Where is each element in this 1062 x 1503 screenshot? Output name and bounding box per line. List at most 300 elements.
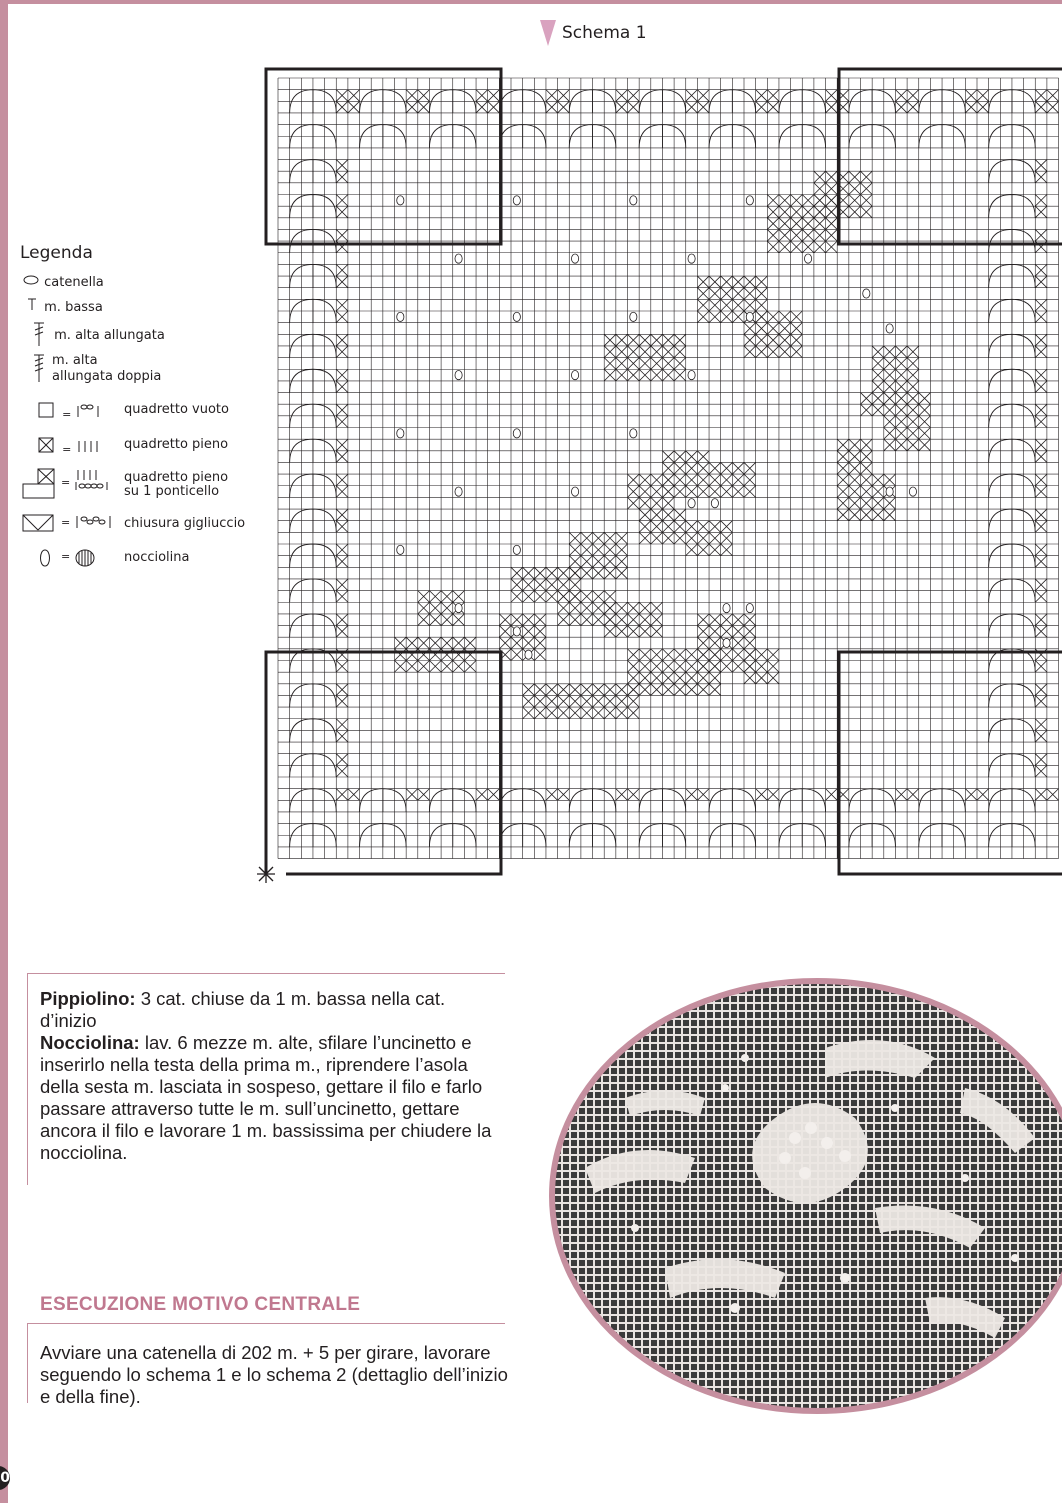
filled-square bbox=[977, 90, 989, 102]
filled-square bbox=[686, 544, 698, 556]
legend-item-quadretto-pieno: = quadretto pieno bbox=[38, 437, 104, 457]
filled-square bbox=[767, 334, 779, 346]
filled-square bbox=[523, 591, 535, 603]
filled-square bbox=[336, 544, 348, 556]
filled-square bbox=[721, 544, 733, 556]
filled-square bbox=[756, 661, 768, 673]
filled-square bbox=[1035, 195, 1047, 207]
filled-square bbox=[1035, 381, 1047, 393]
filled-square bbox=[616, 707, 628, 719]
filled-square bbox=[709, 637, 721, 649]
filled-square bbox=[709, 672, 721, 684]
filled-square bbox=[826, 183, 838, 195]
filled-square bbox=[651, 532, 663, 544]
filled-square bbox=[744, 486, 756, 498]
filled-square bbox=[348, 90, 360, 102]
page-frame-left bbox=[0, 0, 8, 1503]
filled-square bbox=[406, 90, 418, 102]
filled-square bbox=[721, 521, 733, 533]
filled-square bbox=[744, 276, 756, 288]
filled-square bbox=[1035, 229, 1047, 241]
filled-square bbox=[395, 661, 407, 673]
filled-square bbox=[336, 789, 348, 801]
filled-square bbox=[895, 90, 907, 102]
filled-square bbox=[814, 171, 826, 183]
filled-square bbox=[546, 591, 558, 603]
filled-square bbox=[907, 381, 919, 393]
filled-square bbox=[1035, 299, 1047, 311]
filled-square bbox=[837, 486, 849, 498]
filled-square bbox=[895, 416, 907, 428]
filled-square bbox=[767, 241, 779, 253]
filled-square bbox=[593, 707, 605, 719]
filled-square bbox=[674, 369, 686, 381]
filled-square bbox=[965, 789, 977, 801]
filled-square bbox=[767, 195, 779, 207]
filled-square bbox=[1035, 311, 1047, 323]
filled-square bbox=[1035, 614, 1047, 626]
filled-square bbox=[1035, 789, 1047, 801]
filled-square bbox=[336, 661, 348, 673]
filled-square bbox=[336, 229, 348, 241]
filled-square bbox=[721, 311, 733, 323]
legend-item-alta-doppia: m. alta allungata doppia bbox=[32, 353, 46, 387]
filled-square bbox=[441, 591, 453, 603]
filled-square bbox=[348, 789, 360, 801]
filled-square bbox=[593, 614, 605, 626]
filled-square bbox=[709, 532, 721, 544]
filled-square bbox=[1035, 591, 1047, 603]
schema-title bbox=[540, 20, 647, 46]
filled-square bbox=[336, 101, 348, 113]
filled-square bbox=[453, 661, 465, 673]
filled-square bbox=[336, 730, 348, 742]
filled-square bbox=[558, 695, 570, 707]
filled-square bbox=[686, 451, 698, 463]
filled-square bbox=[732, 486, 744, 498]
filled-square bbox=[569, 684, 581, 696]
filled-square bbox=[709, 649, 721, 661]
filled-square bbox=[849, 439, 861, 451]
filled-square bbox=[779, 229, 791, 241]
filled-square bbox=[732, 462, 744, 474]
bobble-mark bbox=[571, 254, 578, 263]
filled-square bbox=[441, 637, 453, 649]
filled-square bbox=[674, 451, 686, 463]
legend-item-quadretto-vuoto: = quadretto vuoto bbox=[38, 402, 104, 422]
filled-square bbox=[604, 358, 616, 370]
filled-square bbox=[872, 346, 884, 358]
filled-square bbox=[639, 649, 651, 661]
filled-square bbox=[464, 661, 476, 673]
filled-square bbox=[686, 684, 698, 696]
filled-square bbox=[802, 218, 814, 230]
filled-square bbox=[558, 614, 570, 626]
filled-square bbox=[418, 101, 430, 113]
bobble-mark bbox=[909, 487, 916, 496]
filled-square bbox=[628, 334, 640, 346]
filled-square bbox=[674, 672, 686, 684]
filled-square bbox=[744, 614, 756, 626]
filled-square bbox=[756, 101, 768, 113]
filled-square bbox=[336, 765, 348, 777]
filled-square bbox=[884, 381, 896, 393]
filled-square bbox=[336, 381, 348, 393]
filled-square bbox=[616, 101, 628, 113]
filled-square bbox=[336, 346, 348, 358]
filled-square bbox=[628, 649, 640, 661]
bobble-mark bbox=[886, 324, 893, 333]
section-divider-left bbox=[27, 1323, 28, 1403]
filled-square bbox=[674, 358, 686, 370]
filled-square bbox=[709, 311, 721, 323]
filled-square bbox=[1035, 160, 1047, 172]
filled-square bbox=[709, 276, 721, 288]
filled-square bbox=[907, 369, 919, 381]
filled-square bbox=[732, 474, 744, 486]
filled-square bbox=[429, 661, 441, 673]
filled-square bbox=[639, 626, 651, 638]
filled-square bbox=[721, 614, 733, 626]
filled-square bbox=[546, 101, 558, 113]
page-number: 0 bbox=[0, 1466, 10, 1490]
filled-square bbox=[628, 672, 640, 684]
filled-square bbox=[336, 416, 348, 428]
filled-square bbox=[616, 358, 628, 370]
filled-square bbox=[628, 789, 640, 801]
instructions-text bbox=[40, 988, 505, 1164]
filled-square bbox=[616, 544, 628, 556]
filled-square bbox=[697, 661, 709, 673]
filled-square bbox=[826, 206, 838, 218]
filled-square bbox=[697, 451, 709, 463]
filled-square bbox=[639, 521, 651, 533]
filled-square bbox=[336, 439, 348, 451]
filled-square bbox=[884, 393, 896, 405]
filled-square bbox=[756, 334, 768, 346]
filled-square bbox=[779, 195, 791, 207]
filled-square bbox=[336, 276, 348, 288]
filled-square bbox=[744, 661, 756, 673]
filled-square bbox=[651, 626, 663, 638]
filled-square bbox=[336, 90, 348, 102]
stitch-diagram-icon bbox=[74, 468, 120, 492]
filled-square bbox=[709, 474, 721, 486]
filled-square bbox=[616, 602, 628, 614]
filled-square bbox=[616, 695, 628, 707]
filled-square bbox=[523, 579, 535, 591]
filled-square bbox=[802, 195, 814, 207]
filled-square bbox=[709, 614, 721, 626]
filled-square bbox=[895, 381, 907, 393]
filled-square bbox=[604, 556, 616, 568]
filled-square bbox=[837, 462, 849, 474]
page-frame-top bbox=[8, 0, 1062, 4]
filled-square bbox=[674, 509, 686, 521]
filled-square bbox=[709, 288, 721, 300]
filled-square bbox=[418, 661, 430, 673]
filled-square bbox=[336, 474, 348, 486]
filled-square bbox=[558, 567, 570, 579]
filled-square bbox=[651, 672, 663, 684]
filled-square bbox=[476, 101, 488, 113]
filled-square bbox=[616, 567, 628, 579]
filled-square bbox=[791, 334, 803, 346]
filled-square bbox=[523, 626, 535, 638]
filled-square bbox=[639, 661, 651, 673]
filled-square bbox=[523, 695, 535, 707]
filled-square bbox=[662, 346, 674, 358]
filled-square bbox=[1035, 369, 1047, 381]
filled-square bbox=[651, 509, 663, 521]
filled-square bbox=[697, 626, 709, 638]
section-heading: ESECUZIONE MOTIVO CENTRALE bbox=[40, 1294, 361, 1315]
filled-square bbox=[767, 229, 779, 241]
legend-item-catenella: catenella bbox=[22, 274, 104, 290]
filled-square bbox=[779, 311, 791, 323]
filled-square bbox=[336, 695, 348, 707]
filled-square bbox=[895, 346, 907, 358]
single-crochet-icon bbox=[26, 297, 38, 311]
filled-square bbox=[651, 369, 663, 381]
filled-square bbox=[1035, 754, 1047, 766]
filled-square bbox=[861, 451, 873, 463]
filled-square bbox=[884, 416, 896, 428]
filled-square bbox=[546, 567, 558, 579]
filled-square bbox=[1035, 451, 1047, 463]
filled-square bbox=[1035, 101, 1047, 113]
filled-square bbox=[1035, 509, 1047, 521]
filled-square bbox=[651, 602, 663, 614]
filled-square bbox=[779, 334, 791, 346]
filled-square bbox=[604, 602, 616, 614]
filled-square bbox=[558, 789, 570, 801]
filled-square bbox=[791, 241, 803, 253]
filled-square bbox=[674, 684, 686, 696]
filled-square bbox=[721, 486, 733, 498]
filled-square bbox=[534, 684, 546, 696]
filled-square bbox=[639, 358, 651, 370]
filled-square bbox=[756, 288, 768, 300]
filled-square bbox=[336, 171, 348, 183]
filled-square bbox=[895, 369, 907, 381]
filled-square bbox=[686, 474, 698, 486]
filled-square bbox=[907, 346, 919, 358]
filled-square bbox=[697, 544, 709, 556]
filled-square bbox=[604, 707, 616, 719]
filled-square bbox=[849, 474, 861, 486]
filled-square bbox=[336, 626, 348, 638]
filled-square bbox=[721, 649, 733, 661]
bobble-icon bbox=[38, 548, 52, 568]
filled-square bbox=[1035, 684, 1047, 696]
bobble-mark bbox=[397, 196, 404, 205]
filled-square bbox=[662, 369, 674, 381]
filled-square bbox=[639, 614, 651, 626]
filled-square bbox=[697, 649, 709, 661]
filled-square bbox=[861, 509, 873, 521]
filled-square bbox=[849, 486, 861, 498]
filled-square bbox=[336, 206, 348, 218]
filled-square bbox=[569, 567, 581, 579]
filled-square bbox=[336, 299, 348, 311]
filled-square bbox=[418, 591, 430, 603]
filled-square bbox=[441, 614, 453, 626]
filled-square bbox=[406, 637, 418, 649]
filled-square bbox=[336, 614, 348, 626]
filled-square bbox=[1035, 730, 1047, 742]
filled-square bbox=[534, 637, 546, 649]
filled-square bbox=[861, 497, 873, 509]
filled-square bbox=[441, 602, 453, 614]
filled-square bbox=[1035, 206, 1047, 218]
filled-square bbox=[453, 591, 465, 603]
filled-square bbox=[872, 509, 884, 521]
filled-square bbox=[721, 474, 733, 486]
filled-square bbox=[429, 614, 441, 626]
filled-square bbox=[581, 707, 593, 719]
filled-square bbox=[861, 474, 873, 486]
filled-square bbox=[581, 591, 593, 603]
filled-square bbox=[406, 101, 418, 113]
filled-square bbox=[628, 474, 640, 486]
filled-square bbox=[732, 276, 744, 288]
filled-square bbox=[546, 789, 558, 801]
filled-square bbox=[779, 346, 791, 358]
filled-square bbox=[604, 334, 616, 346]
filled-square bbox=[744, 288, 756, 300]
filled-square bbox=[558, 602, 570, 614]
filled-square bbox=[744, 637, 756, 649]
filled-square bbox=[628, 661, 640, 673]
filled-square bbox=[861, 486, 873, 498]
filled-square bbox=[1035, 661, 1047, 673]
filled-square bbox=[534, 626, 546, 638]
filled-square bbox=[872, 358, 884, 370]
filled-square bbox=[674, 661, 686, 673]
filled-square bbox=[1035, 171, 1047, 183]
filled-square bbox=[604, 684, 616, 696]
filled-square bbox=[756, 346, 768, 358]
filled-square bbox=[651, 334, 663, 346]
legend bbox=[20, 243, 270, 269]
filled-square bbox=[884, 346, 896, 358]
filled-square bbox=[686, 672, 698, 684]
filled-square bbox=[907, 789, 919, 801]
filled-square bbox=[336, 579, 348, 591]
filled-square bbox=[395, 637, 407, 649]
filled-square bbox=[919, 416, 931, 428]
filled-square bbox=[651, 661, 663, 673]
bobble-mark bbox=[455, 254, 462, 263]
filled-square bbox=[977, 789, 989, 801]
filled-square bbox=[674, 532, 686, 544]
filled-square bbox=[674, 334, 686, 346]
filled-square bbox=[336, 591, 348, 603]
filled-square bbox=[523, 707, 535, 719]
filled-square bbox=[872, 393, 884, 405]
filled-square bbox=[767, 101, 779, 113]
filled-square bbox=[616, 684, 628, 696]
filled-square bbox=[662, 462, 674, 474]
filled-square bbox=[511, 637, 523, 649]
filled-square bbox=[895, 789, 907, 801]
filled-square bbox=[336, 521, 348, 533]
filled-square bbox=[604, 369, 616, 381]
filled-square bbox=[837, 439, 849, 451]
filled-square bbox=[336, 719, 348, 731]
filled-square bbox=[581, 695, 593, 707]
filled-square bbox=[884, 497, 896, 509]
schema-title-text: Schema 1 bbox=[562, 23, 647, 43]
filled-square bbox=[697, 462, 709, 474]
filled-square bbox=[779, 241, 791, 253]
filled-square bbox=[639, 369, 651, 381]
filled-square bbox=[604, 346, 616, 358]
filled-square bbox=[604, 544, 616, 556]
filled-square bbox=[546, 695, 558, 707]
filled-square bbox=[779, 323, 791, 335]
filled-square bbox=[767, 90, 779, 102]
filled-square bbox=[709, 299, 721, 311]
legend-item-nocciolina: = nocciolina bbox=[38, 548, 52, 572]
filled-square bbox=[895, 404, 907, 416]
filled-square bbox=[756, 649, 768, 661]
filled-square bbox=[523, 614, 535, 626]
bobble-mark bbox=[513, 545, 520, 554]
filled-square bbox=[499, 626, 511, 638]
filled-square bbox=[453, 614, 465, 626]
filled-square bbox=[732, 649, 744, 661]
filled-square bbox=[336, 404, 348, 416]
filled-square bbox=[628, 90, 640, 102]
filled-square bbox=[767, 346, 779, 358]
bobble-mark bbox=[746, 196, 753, 205]
double-long-treble-icon bbox=[32, 353, 46, 383]
filled-square bbox=[616, 334, 628, 346]
filled-square bbox=[697, 299, 709, 311]
filled-square bbox=[336, 369, 348, 381]
filled-square bbox=[826, 789, 838, 801]
filled-square bbox=[907, 393, 919, 405]
filled-square bbox=[861, 404, 873, 416]
filled-square bbox=[604, 626, 616, 638]
filled-square bbox=[721, 462, 733, 474]
legend-item-m-bassa: m. bassa bbox=[26, 297, 103, 315]
bobble-mark bbox=[886, 487, 893, 496]
filled-square bbox=[756, 311, 768, 323]
filled-square bbox=[628, 602, 640, 614]
filled-square bbox=[639, 672, 651, 684]
filled-square bbox=[639, 532, 651, 544]
filled-square bbox=[686, 521, 698, 533]
filled-square bbox=[639, 474, 651, 486]
legend-item-chiusura-gigliuccio: = chiusura gigliuccio bbox=[22, 514, 54, 536]
bobble-mark bbox=[723, 638, 730, 647]
filled-square bbox=[686, 532, 698, 544]
filled-square bbox=[593, 602, 605, 614]
filled-square bbox=[756, 299, 768, 311]
filled-square bbox=[907, 90, 919, 102]
filled-square bbox=[604, 614, 616, 626]
filled-square bbox=[849, 509, 861, 521]
filled-square bbox=[791, 218, 803, 230]
filled-square bbox=[884, 358, 896, 370]
filled-square bbox=[546, 579, 558, 591]
lacet-closure-icon bbox=[22, 514, 54, 532]
filled-square bbox=[744, 626, 756, 638]
filled-square bbox=[558, 684, 570, 696]
